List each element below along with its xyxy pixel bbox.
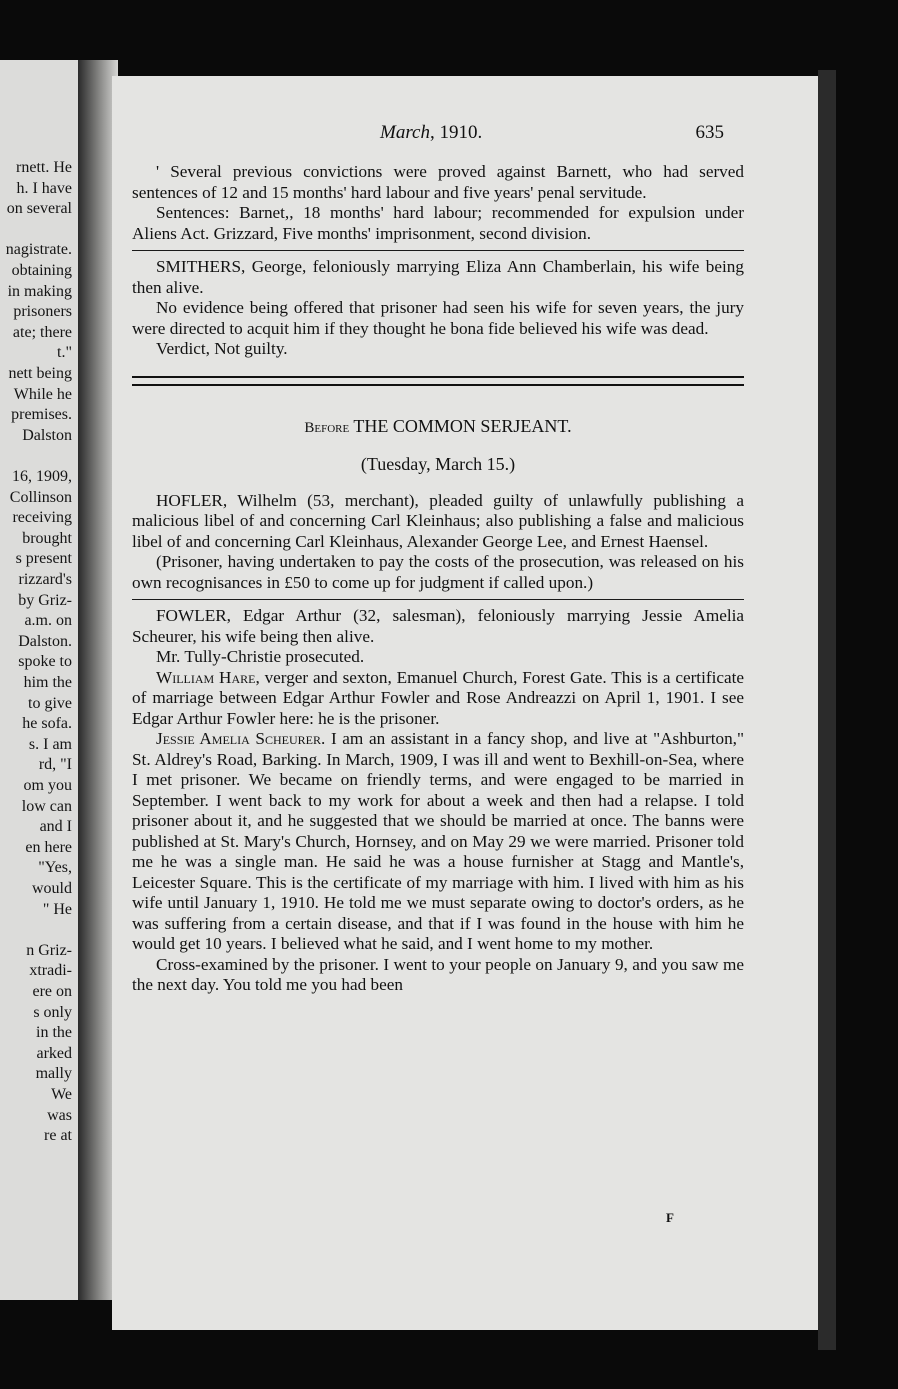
left-page-fragment: ere on (32, 983, 72, 1000)
left-page-fragment: " He (42, 900, 72, 918)
left-page-fragment: on several (6, 200, 72, 218)
left-facing-page (0, 60, 81, 1300)
page (112, 76, 824, 1330)
left-page-fragment: 16, 1909, (12, 468, 72, 485)
case-divider (132, 599, 744, 600)
left-page-fragment: brought (22, 529, 72, 547)
running-title (380, 122, 482, 144)
section-divider (132, 376, 744, 386)
left-page-fragment: mally (35, 1065, 72, 1083)
left-page-fragment: Dalston. (18, 632, 72, 650)
left-page-fragment: s only (33, 1003, 72, 1021)
paragraph: HOFLER, Wilhelm (53, merchant), pleaded guilty of unlawfully publishing a malicious libel of and concerning Carl Kleinhaus; also publishing a false and malicious libel of and concerning Carl Kleinhaus, Alexander George Lee, and Ernest Haensel. (132, 490, 744, 551)
header-month: March (380, 122, 430, 143)
paragraph: Sentences: Barnet,, 18 months' hard labour; recommended for expulsion under Aliens Act. Grizzard, Five months' imprisonment, second division. (132, 203, 744, 243)
left-page-fragment: prisoners (13, 303, 72, 321)
witness-testimony: , verger and sexton, Emanuel Church, Forest Gate. This is a certificate of marriage between Edgar Arthur Fowler and Rose Andreazzi on April 1, 1901. I see Edgar Arthur Fowler here: he is the prisoner. (132, 667, 745, 728)
left-page-fragment: in making (7, 282, 72, 300)
left-page-fragment: arked (36, 1044, 72, 1062)
left-page-fragment: ate; there (12, 323, 72, 341)
left-page-fragment: s. I am (28, 735, 72, 753)
left-page-fragment: s present (15, 550, 72, 568)
paragraph: SMITHERS, George, feloniously marrying Eliza Ann Chamberlain, his wife being then alive. (132, 257, 744, 297)
left-page-fragment: We (51, 1086, 72, 1103)
left-page-fragment: nagistrate. (5, 241, 72, 259)
left-page-fragment: rd, "I (38, 756, 72, 774)
left-page-fragment: n Griz- (26, 941, 72, 959)
heading-prefix: Before (304, 419, 350, 436)
left-page-fragment: "Yes, (38, 859, 72, 877)
witness-name: Jessie Amelia Scheurer (156, 729, 321, 748)
left-page-fragment: by Griz- (18, 591, 72, 609)
paragraph: ' Several previous convictions were proved against Barnett, who had served sentences of 12 and 15 months' hard labour and five years' penal servitude. (132, 162, 744, 202)
left-page-fragment: While he (13, 385, 72, 403)
paragraph: (Prisoner, having undertaken to pay the costs of the prosecution, was released on his own recognisances in £50 to come up for judgment if called upon.) (132, 552, 744, 592)
left-page-fragment: was (47, 1106, 72, 1124)
left-page-fragment: him the (23, 674, 72, 691)
left-page-fragment: in the (36, 1024, 72, 1042)
page-edge (818, 70, 836, 1350)
witness-testimony: . I am an assistant in a fancy shop, and live at "Ashburton," St. Aldrey's Road, Barking. In March, 1909, I was ill and went to Bexhill-on-Sea, where I met prisoner. We became on friendly terms, and were engaged to be married in September. I went back to my work for about a week and then had a relapse. I told prisoner about it, and he suggested that we should be married at once. The banns were published at St. Mary's Church, Hornsey, and on May 29 we were married. Prisoner told me he was a single man. He said he was a house furnisher at Stagg and Mantle's, Leicester Square. This is the certificate of my marriage with him. I lived with him as his wife until January 1, 1910. He told me we must separate owing to doctor's orders, as he was suffering from a certain disease, and that if I was found in the house with him he would get 10 years. I believed what he said, and I went home to my mother. (132, 729, 744, 953)
header-year: , 1910. (429, 122, 483, 143)
left-page-fragment: obtaining (11, 262, 72, 279)
left-page-fragment: xtradi- (29, 962, 72, 980)
left-page-fragment: en here (25, 838, 72, 856)
paragraph: Verdict, Not guilty. (156, 339, 288, 358)
left-page-fragment: nett being (8, 365, 72, 382)
section-date: (Tuesday, March 15.) (360, 454, 516, 474)
left-page-fragment: t." (57, 344, 72, 362)
left-page-fragment: rizzard's (18, 571, 72, 588)
left-page-fragment: to give (28, 694, 72, 712)
left-page-fragment: h. I have (16, 179, 72, 197)
left-page-fragment: would (32, 880, 72, 897)
heading-rest: THE COMMON SERJEANT. (349, 415, 572, 436)
left-page-fragment: and I (39, 818, 72, 836)
left-page-fragment: re at (44, 1127, 72, 1145)
paragraph (132, 729, 744, 955)
witness-name: William Hare (156, 667, 256, 687)
left-page-fragment: rnett. He (16, 159, 72, 176)
left-page-fragment: receiving (12, 509, 72, 527)
page-body (132, 162, 744, 996)
left-page-fragment: Collinson (9, 488, 72, 506)
case-divider (132, 250, 744, 251)
left-page-fragment: low can (21, 797, 72, 815)
page-number: 635 (695, 122, 724, 143)
left-page-fragment: om you (23, 777, 72, 794)
left-page-fragment: spoke to (18, 653, 72, 671)
left-page-fragment: he sofa. (22, 715, 72, 733)
left-page-fragment: a.m. on (24, 612, 72, 630)
paragraph (132, 668, 744, 730)
running-header (112, 122, 824, 150)
left-page-fragment: premises. (11, 406, 72, 424)
paragraph: Mr. Tully-Christie prosecuted. (156, 647, 365, 666)
section-heading (132, 416, 744, 439)
paragraph: No evidence being offered that prisoner had seen his wife for seven years, the jury were directed to acquit him if they thought he bona fide believed his wife was dead. (132, 298, 744, 338)
paragraph: Cross-examined by the prisoner. I went to your people on January 9, and you saw me the next day. You told me you had been (132, 954, 744, 994)
paragraph: FOWLER, Edgar Arthur (32, salesman), feloniously marrying Jessie Amelia Scheurer, his wife being then alive. (132, 606, 744, 646)
left-page-fragment: Dalston (22, 426, 72, 444)
signature-mark: F (666, 1210, 674, 1225)
